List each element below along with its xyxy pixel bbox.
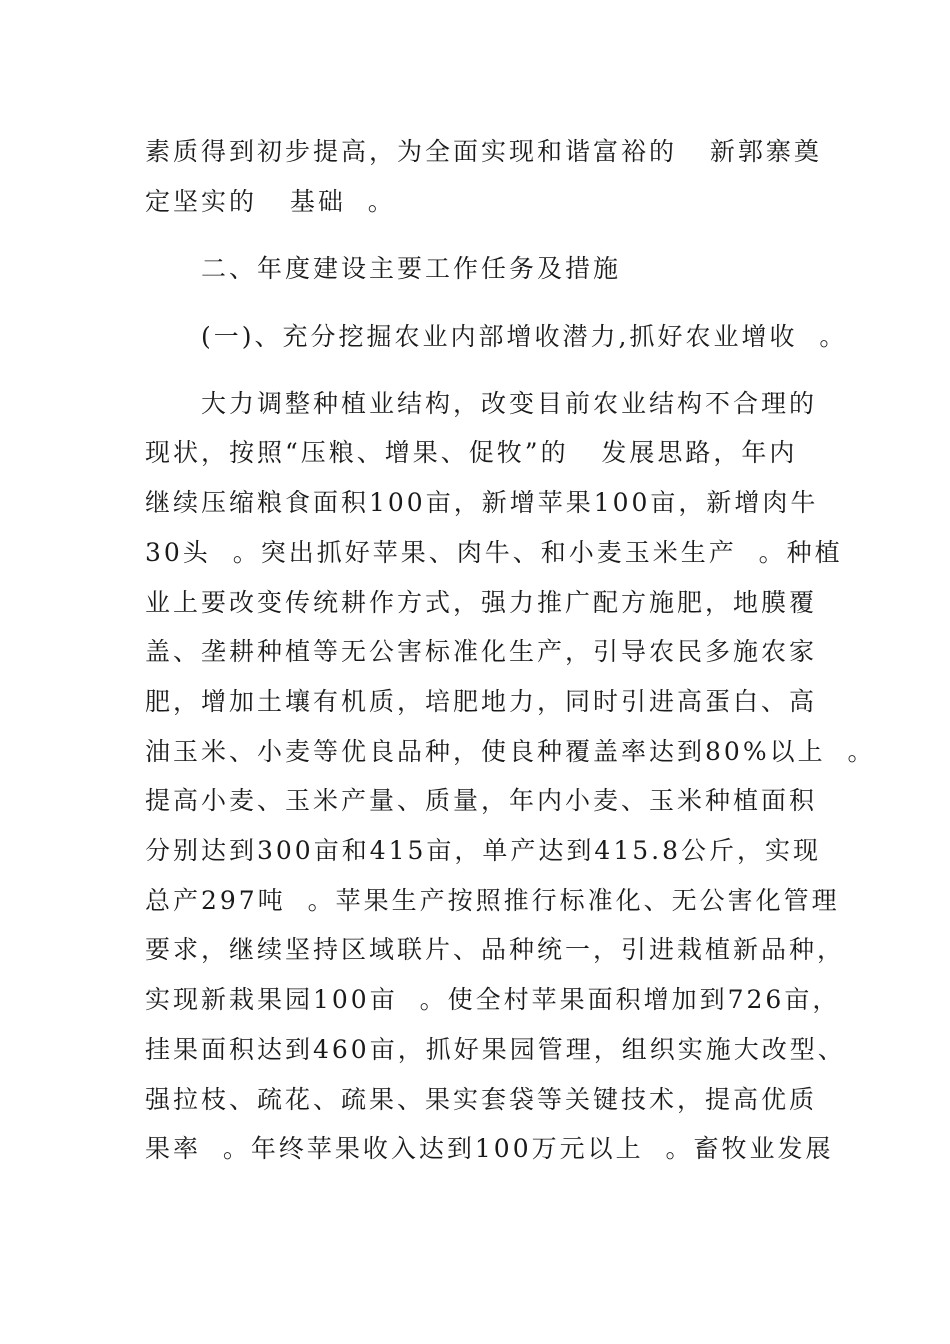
paragraph-line: 提高小麦、玉米产量、质量，年内小麦、玉米种植面积 bbox=[145, 786, 818, 815]
paragraph-line: 大力调整种植业结构，改变目前农业结构不合理的 bbox=[201, 389, 818, 418]
subsection-heading: (一)、充分挖掘农业内部增收潜力,抓好农业增收 。 bbox=[201, 322, 848, 351]
paragraph-line: 现状，按照“压粮、增果、促牧”的 发展思路，年内 bbox=[145, 438, 798, 467]
paragraph-line: 油玉米、小麦等优良品种，使良种覆盖率达到80%以上 。 bbox=[145, 737, 876, 766]
paragraph-line: 果率 。年终苹果收入达到100万元以上 。畜牧业发展 bbox=[145, 1134, 834, 1163]
paragraph-line: 分别达到300亩和415亩，单产达到415.8公斤，实现 bbox=[145, 836, 822, 865]
paragraph-line: 肥，增加土壤有机质，培肥地力，同时引进高蛋白、高 bbox=[145, 687, 818, 716]
paragraph-line: 挂果面积达到460亩，抓好果园管理，组织实施大改型、 bbox=[145, 1035, 846, 1064]
paragraph-line: 强拉枝、疏花、疏果、果实套袋等关键技术，提高优质 bbox=[145, 1085, 818, 1114]
paragraph-line: 30头 。突出抓好苹果、肉牛、和小麦玉米生产 。种植 bbox=[145, 538, 843, 567]
paragraph-line: 素质得到初步提高，为全面实现和谐富裕的 新郭寨奠 bbox=[145, 137, 822, 166]
section-heading: 二、年度建设主要工作任务及措施 bbox=[201, 254, 622, 283]
paragraph-line: 盖、垄耕种植等无公害标准化生产，引导农民多施农家 bbox=[145, 637, 818, 666]
paragraph-line: 总产297吨 。苹果生产按照推行标准化、无公害化管理 bbox=[145, 886, 840, 915]
paragraph-line: 要求，继续坚持区域联片、品种统一，引进栽植新品种， bbox=[145, 935, 846, 964]
paragraph-line: 业上要改变传统耕作方式，强力推广配方施肥，地膜覆 bbox=[145, 588, 818, 617]
paragraph-line: 定坚实的 基础 。 bbox=[145, 187, 396, 216]
paragraph-line: 继续压缩粮食面积100亩，新增苹果100亩，新增肉牛 bbox=[145, 488, 819, 517]
paragraph-line: 实现新栽果园100亩 。使全村苹果面积增加到726亩， bbox=[145, 985, 841, 1014]
